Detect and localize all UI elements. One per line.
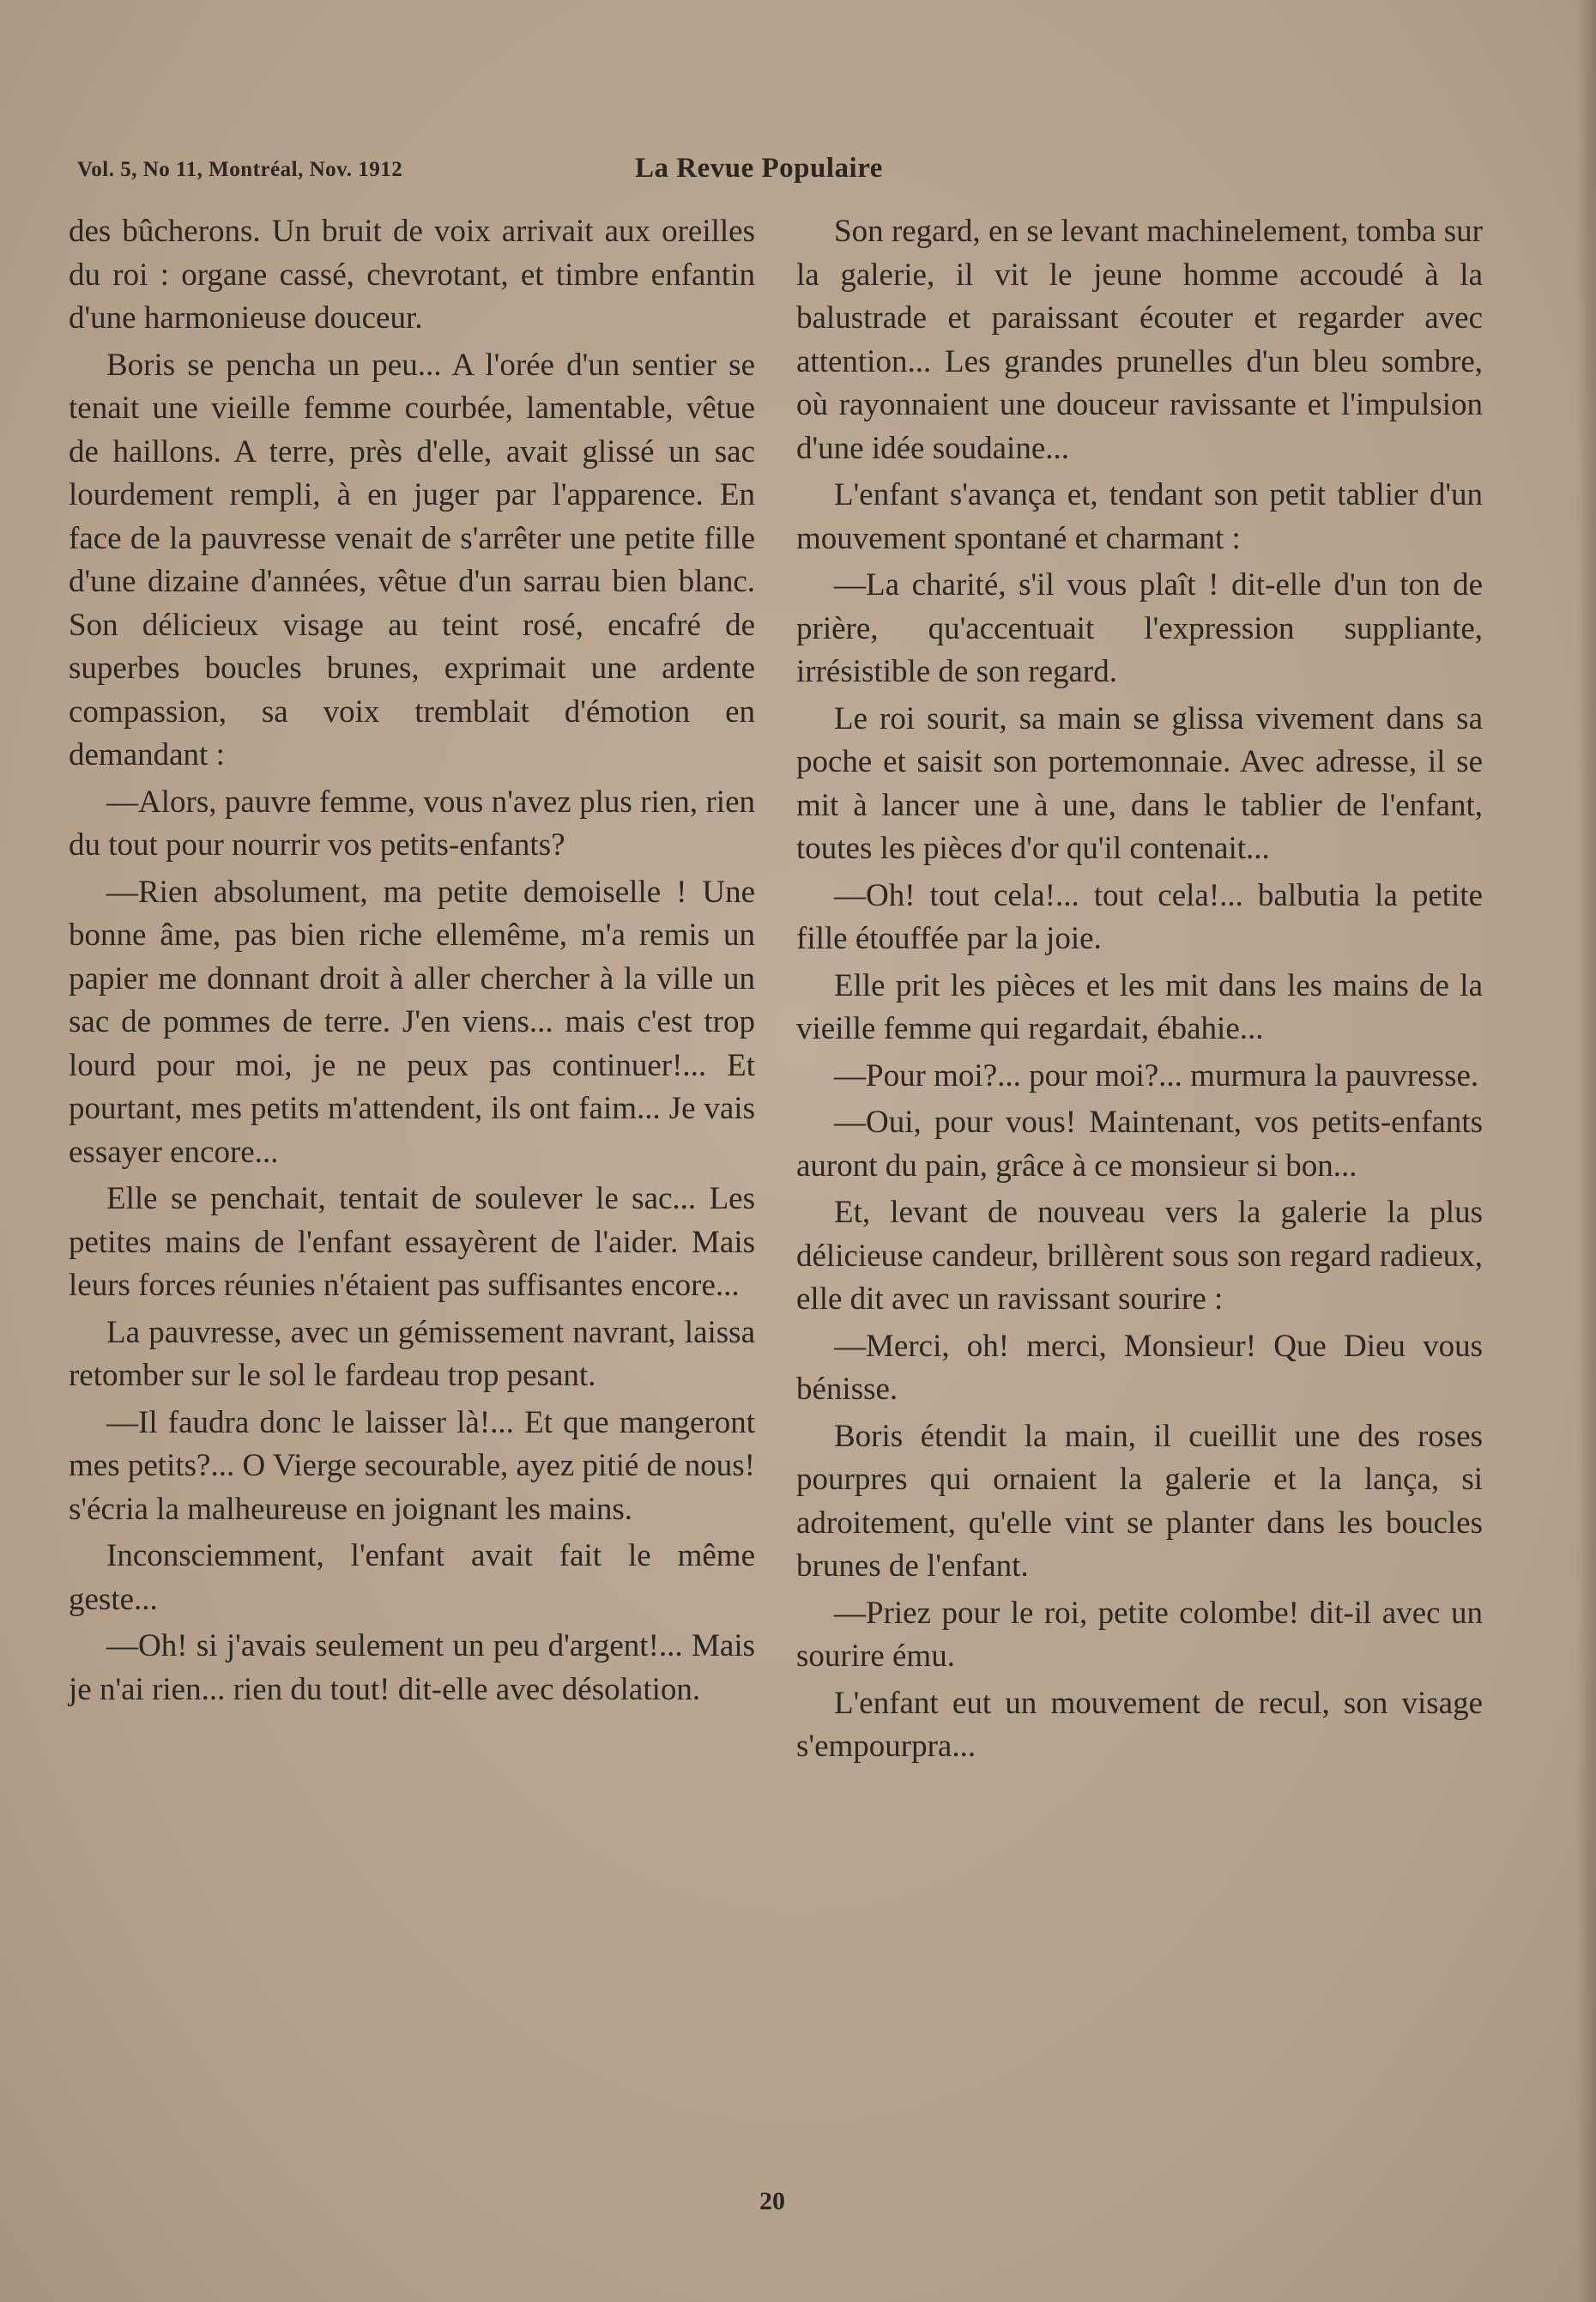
page-number: 20 — [759, 2187, 785, 2215]
paragraph: Elle se penchait, tentait de soulever le sac... Les petites mains de l'enfant essayèrent de l'aider. Mais leurs forces réunies n'étaient pas suffisantes encore... — [69, 1181, 755, 1303]
left-column — [69, 210, 755, 1715]
paragraph: —Alors, pauvre femme, vous n'avez plus rien, rien du tout pour nourrir vos petits-enfants? — [69, 784, 755, 863]
paragraph: Et, levant de nouveau vers la galerie la plus délicieuse candeur, brillèrent sous son regard radieux, elle dit avec un ravissant sourire : — [796, 1195, 1483, 1317]
right-column — [796, 210, 1483, 1772]
paragraph: Son regard, en se levant machinelement, tomba sur la galerie, il vit le jeune homme accoudé à la balustrade et paraissant écouter et regarder avec attention... Les grandes prunelles d'un bleu sombre, où rayonnaient une douceur ravissante et l'impulsion d'une idée soudaine... — [796, 214, 1483, 466]
paragraph: —Priez pour le roi, petite colombe! dit-il avec un sourire ému. — [796, 1595, 1483, 1674]
paragraph: L'enfant eut un mouvement de recul, son visage s'empourpra... — [796, 1685, 1483, 1764]
paragraph: Inconsciemment, l'enfant avait fait le même geste... — [69, 1538, 755, 1617]
running-header — [77, 153, 987, 191]
paragraph: —Il faudra donc le laisser là!... Et que mangeront mes petits?... O Vierge secourable, ayez pitié de nous! s'écria la malheureuse en joignant les mains. — [69, 1404, 755, 1527]
paragraph: —Merci, oh! merci, Monsieur! Que Dieu vous bénisse. — [796, 1328, 1483, 1407]
paragraph: Elle prit les pièces et les mit dans les mains de la vieille femme qui regardait, ébahie... — [796, 967, 1483, 1046]
paragraph: L'enfant s'avança et, tendant son petit tablier d'un mouvement spontané et charmant : — [796, 477, 1483, 556]
paragraph: —Pour moi?... pour moi?... murmura la pauvresse. — [834, 1057, 1479, 1093]
paragraph: des bûcherons. Un bruit de voix arrivait aux oreilles du roi : organe cassé, chevrotant, et timbre enfantin d'une harmonieuse douceur. — [69, 214, 755, 336]
magazine-title: La Revue Populaire — [635, 153, 883, 184]
paragraph: —Rien absolument, ma petite demoiselle ! Une bonne âme, pas bien riche ellemême, m'a remis un papier me donnant droit à aller chercher à la ville un sac de pommes de terre. J'en viens... mais c'est trop lourd pour moi, je ne peux pas continuer!... Et pourtant, mes petits m'attendent, ils ont faim... Je vais essayer encore... — [69, 874, 755, 1170]
page-edge-shadow — [1577, 0, 1596, 2302]
paragraph: —La charité, s'il vous plaît ! dit-elle d'un ton de prière, qu'accentuait l'expression suppliante, irrésistible de son regard. — [796, 567, 1483, 689]
paragraph: Le roi sourit, sa main se glissa vivement dans sa poche et saisit son portemonnaie. Avec adresse, il se mit à lancer une à une, dans le tablier de l'enfant, toutes les pièces d'or qu'il contenait... — [796, 700, 1483, 866]
paragraph: Boris se pencha un peu... A l'orée d'un sentier se tenait une vieille femme courbée, lamentable, vêtue de haillons. A terre, près d'elle, avait glissé un sac lourdement rempli, à en juger par l'apparence. En face de la pauvresse venait de s'arrêter une petite fille d'une dizaine d'années, vêtue d'un sarrau bien blanc. Son délicieux visage au teint rosé, encafré de superbes boucles brunes, exprimait une ardente compassion, sa voix tremblait d'émotion en demandant : — [69, 347, 755, 772]
paragraph: La pauvresse, avec un gémissement navrant, laissa retomber sur le sol le fardeau trop pesant. — [69, 1314, 755, 1393]
volume-issue-line: Vol. 5, No 11, Montréal, Nov. 1912 — [77, 158, 403, 181]
paragraph: —Oh! tout cela!... tout cela!... balbutia la petite fille étouffée par la joie. — [796, 877, 1483, 956]
paragraph: Boris étendit la main, il cueillit une des roses pourpres qui ornaient la galerie et la lança, si adroitement, qu'elle vint se planter dans les boucles brunes de l'enfant. — [796, 1418, 1483, 1584]
paragraph: —Oh! si j'avais seulement un peu d'argent!... Mais je n'ai rien... rien du tout! dit-elle avec désolation. — [69, 1628, 755, 1707]
paragraph: —Oui, pour vous! Maintenant, vos petits-enfants auront du pain, grâce à ce monsieur si bon... — [796, 1105, 1483, 1184]
